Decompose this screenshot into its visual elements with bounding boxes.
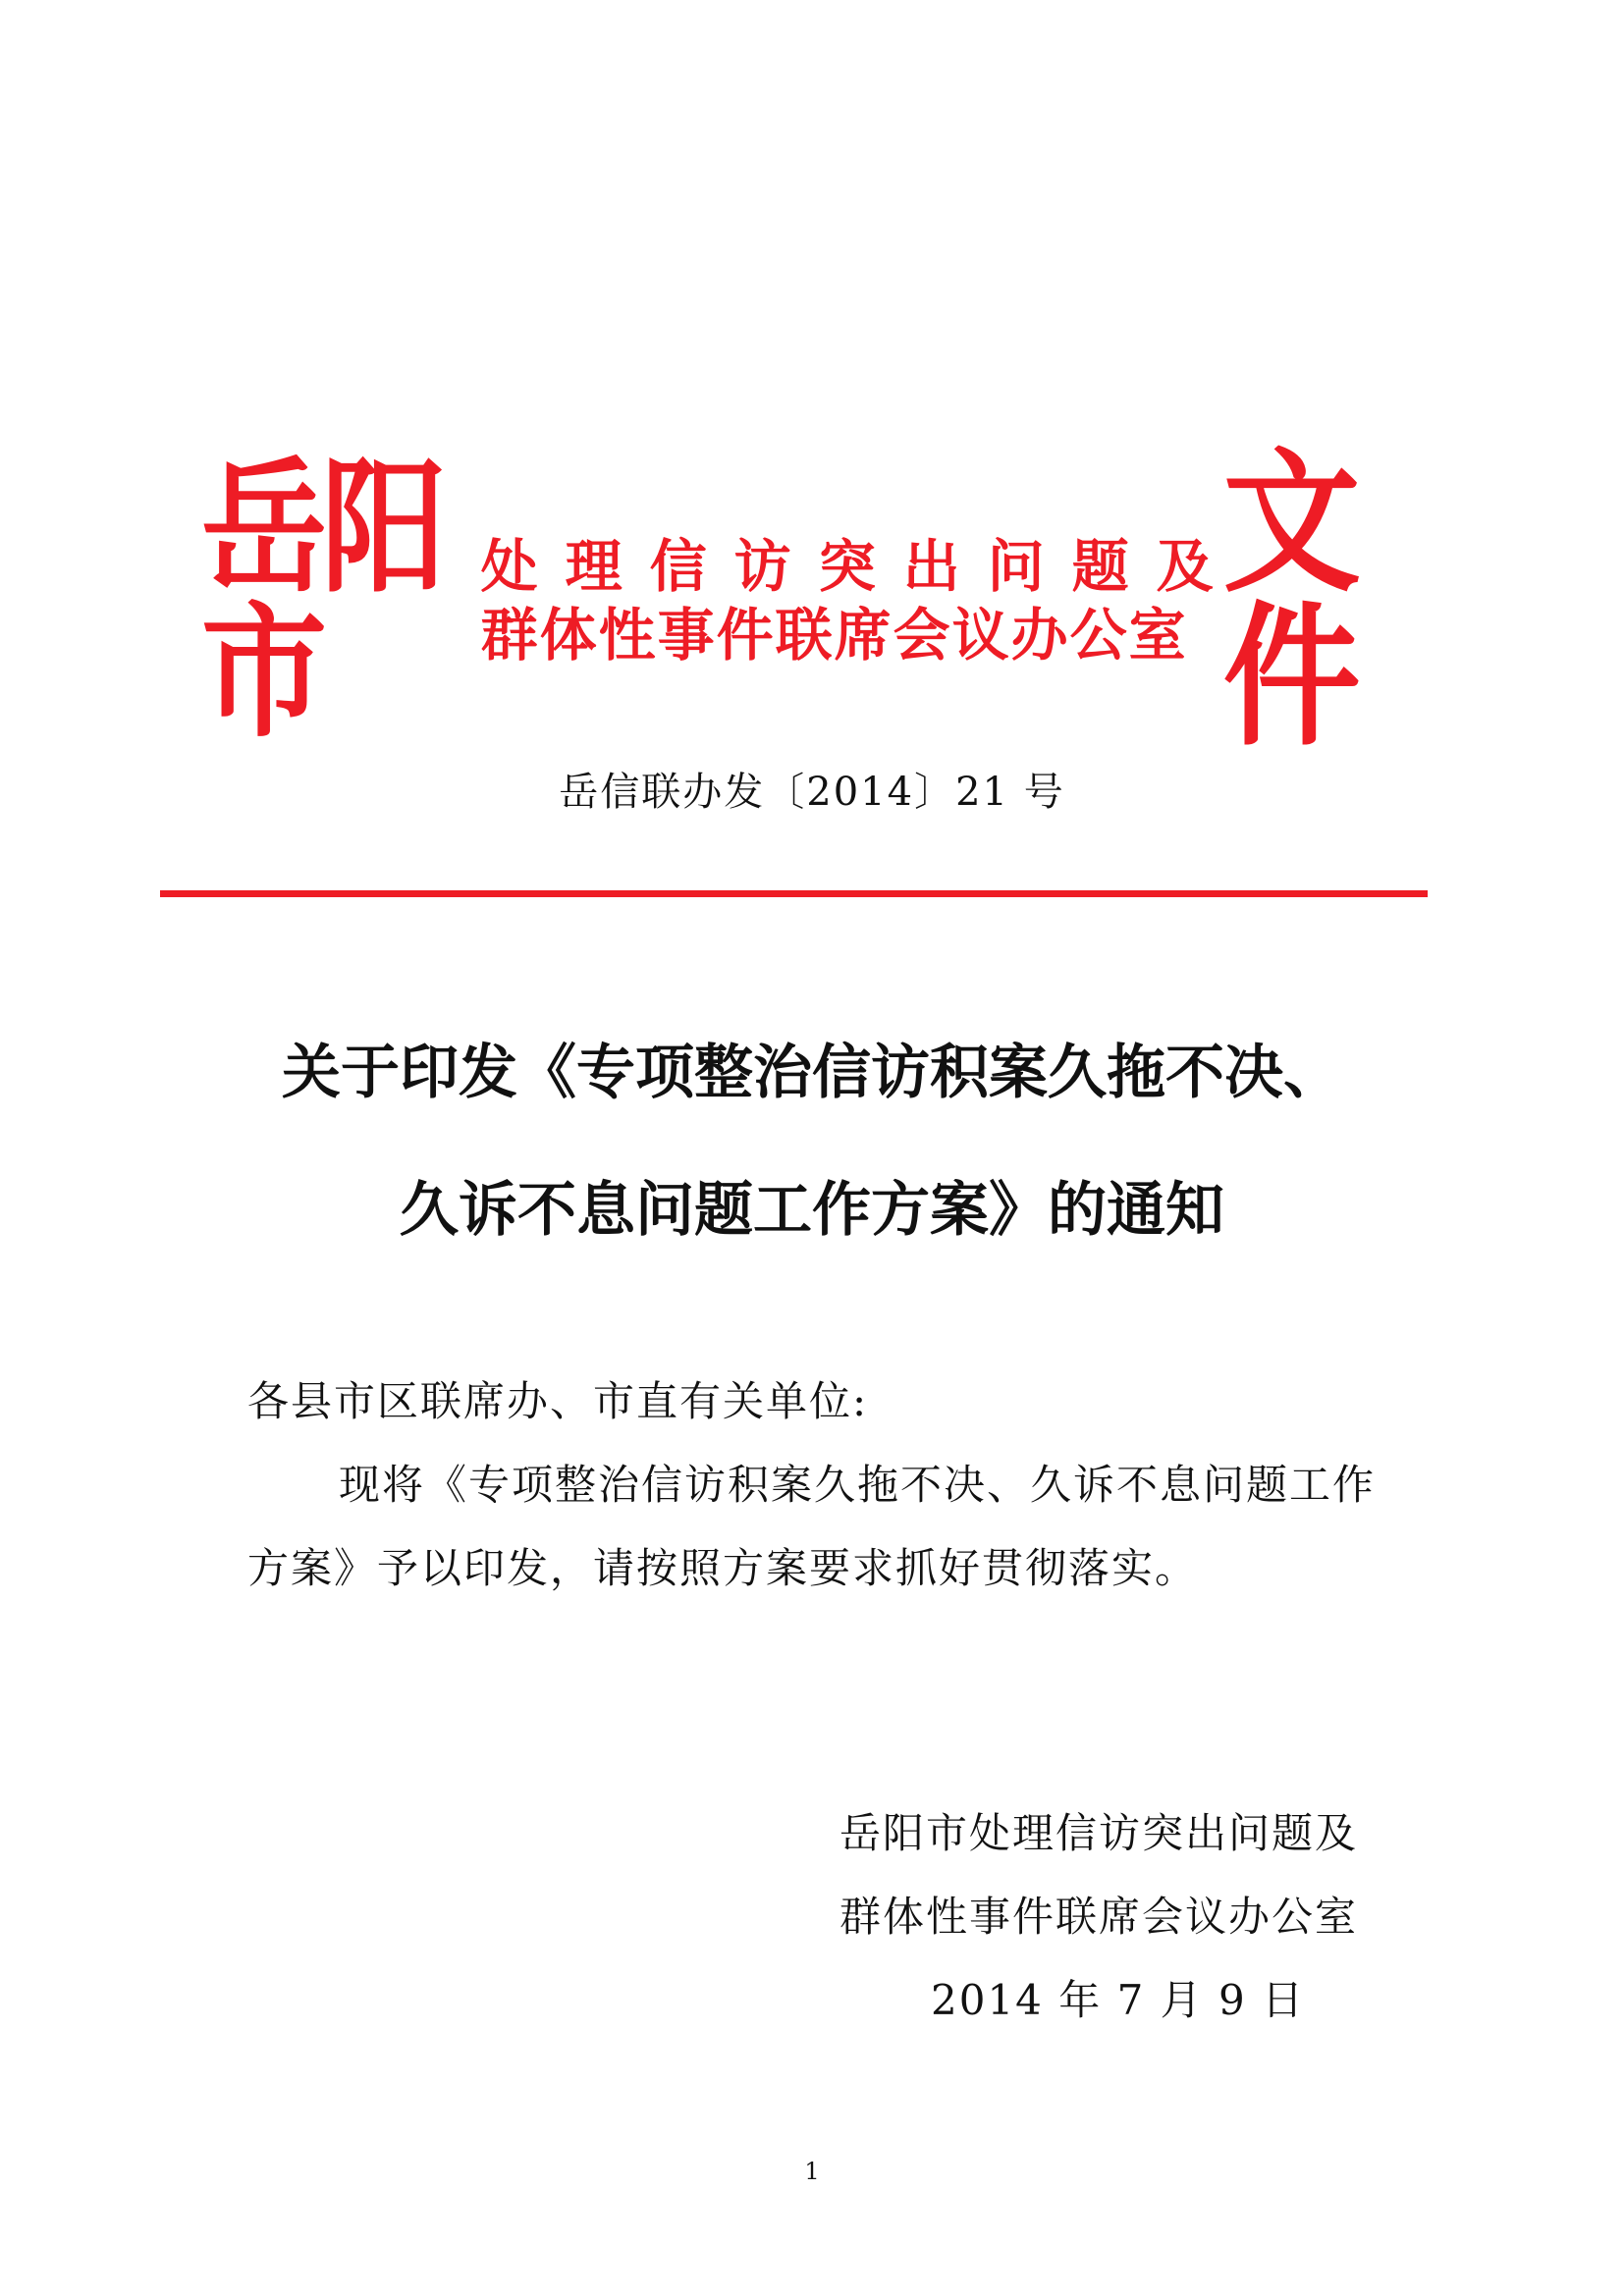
document-title-line2: 久诉不息问题工作方案》的通知 [400, 1176, 1224, 1245]
masthead-office-line1: 处理信访突出问题及 [480, 532, 1241, 600]
masthead-office-line2: 群体性事件联席会议办公室 [480, 601, 1188, 668]
salutation: 各县市区联席办、市直有关单位: [247, 1377, 869, 1425]
masthead-office-name [480, 532, 1241, 669]
document-masthead [201, 434, 1409, 768]
signature-issuer-line1: 岳阳市处理信访突出问题及 [839, 1809, 1359, 1857]
signature-issuer-line2: 群体性事件联席会议办公室 [839, 1893, 1359, 1941]
page-number: 1 [804, 2158, 820, 2185]
document-title-line1: 关于印发《专项整治信访积案久拖不决、 [282, 1039, 1342, 1107]
masthead-city: 岳阳市 [201, 444, 442, 758]
red-divider-line [160, 890, 1428, 897]
body-paragraph-line2: 方案》予以印发，请按照方案要求抓好贯彻落实。 [247, 1544, 1199, 1592]
masthead-document-word: 文件 [1222, 434, 1353, 768]
signature-date: 2014 年 7 月 9 日 [931, 1976, 1306, 2024]
document-number: 岳信联办发〔2014〕21 号 [559, 770, 1065, 815]
body-paragraph-line1: 现将《专项整治信访积案久拖不决、久诉不息问题工作 [339, 1461, 1377, 1509]
